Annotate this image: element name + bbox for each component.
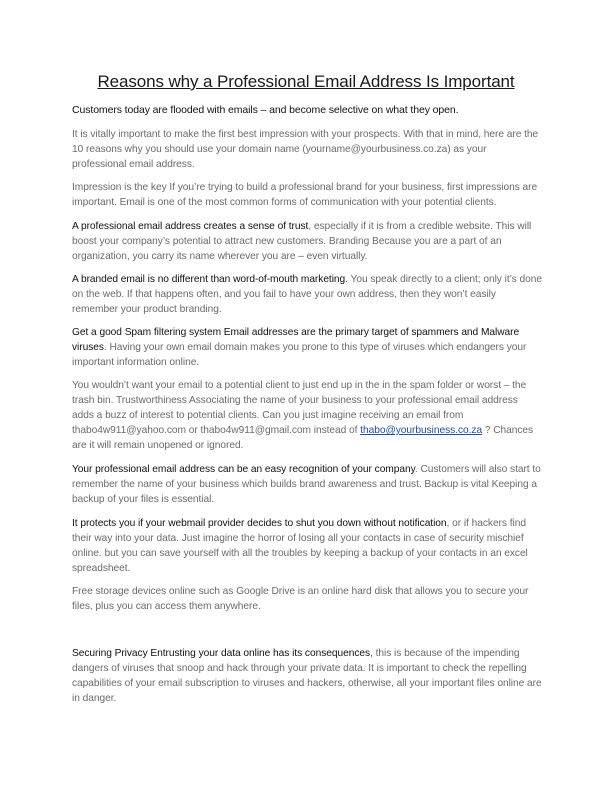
document-title: Reasons why a Professional Email Address Is Important: [97, 72, 515, 91]
paragraph-spam-folder-body: You wouldn’t want your email to a potential client to just end up in the in the spam folder or worst – the trash bin. Trustworthiness Associating the name of your business to your professional email address adds a buzz of interest to potential clients. Can you just imagine receiving an email from thabo4w911@yahoo.com or thabo4w911@gmail.com instead of: [72, 380, 527, 436]
paragraph-free-storage: Free storage devices online such as Google Drive is an online hard disk that allows you to secure your files, plus you can access them anywhere.: [72, 586, 529, 612]
email-link[interactable]: thabo@yourbusiness.co.za: [360, 425, 483, 436]
paragraph-recognition-heading: Your professional email address can be an easy recognition of your company: [72, 464, 415, 475]
paragraph-trust-body: , especially if it is from a credible website. This will boost your company’s potential to attract new customers. Branding Because you are a part of an organization, you carry its name wherever you are – even virtually.: [72, 221, 532, 262]
paragraph-branded-email: [72, 272, 542, 317]
paragraph-spam-folder-end: ? Chances are it will remain unopened or ignored.: [72, 425, 534, 451]
paragraph-recognition-body: . Customers will also start to remember the name of your business which builds brand awareness and trust. Backup is vital Keeping a backup of your files is essential.: [72, 464, 541, 505]
paragraph-spam-folder: [72, 378, 542, 453]
paragraph-intro: It is vitally important to make the first best impression with your prospects. With that in mind, here are the 10 reasons why you should use your domain name (yourname@yourbusiness.co.za) as your professional email address.: [72, 129, 539, 170]
paragraph-protection: [72, 516, 542, 576]
paragraph-trust-heading: A professional email address creates a sense of trust: [72, 221, 309, 232]
lead-sentence: Customers today are flooded with emails – and become selective on what they open.: [72, 104, 459, 116]
paragraph-protection-heading: It protects you if your webmail provider decides to shut you down without notification: [72, 518, 447, 529]
paragraph-trust: [72, 219, 542, 264]
paragraph-privacy-heading: Securing Privacy Entrusting your data online has its consequences: [72, 648, 371, 659]
paragraph-impression: Impression is the key If you’re trying to build a professional brand for your business, first impressions are important. Email is one of the most common forms of communication with your potential clients.: [72, 182, 538, 208]
paragraph-recognition: [72, 462, 542, 507]
paragraph-spam-heading: Get a good Spam filtering system Email addresses are the primary target of spammers and Malware viruses: [72, 327, 520, 353]
paragraph-privacy-body: , this is because of the impending dangers of viruses that snoop and hack through your private data. It is important to check the repelling capabilities of your email subscription to viruses and hackers, otherwise, all your important files online are in danger.: [72, 648, 542, 704]
paragraph-branded-email-body: . You speak directly to a client; only it’s done on the web. If that happens often, and you fail to have your own address, then they won’t easily remember your product branding.: [72, 274, 542, 315]
paragraph-protection-body: , or if hackers find their way into your data. Just imagine the horror of losing all your contacts in case of security mischief online. but you can save yourself with all the troubles by keeping a backup of your contacts in an excel spreadsheet.: [72, 518, 528, 574]
paragraph-privacy: [72, 646, 542, 706]
paragraph-branded-email-heading: A branded email is no different than word-of-mouth marketing: [72, 274, 346, 285]
paragraph-spam-body: . Having your own email domain makes you prone to this type of viruses which endangers your important information online.: [72, 342, 527, 368]
paragraph-spam: [72, 325, 542, 370]
